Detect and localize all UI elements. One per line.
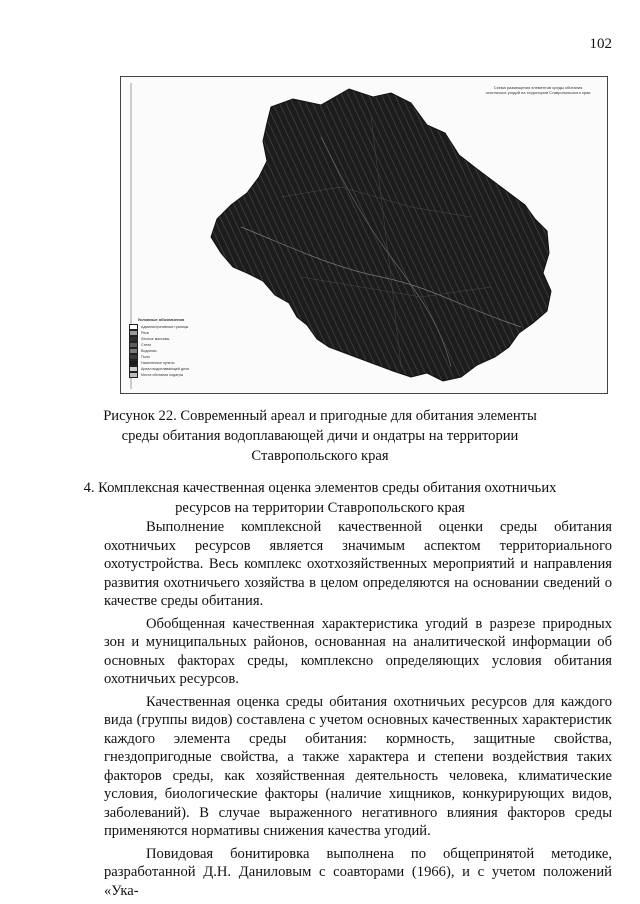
page-number: 102 — [589, 36, 612, 52]
figure-caption: Рисунок 22. Современный ареал и пригодные для обитания элементы среды обитания водоплавающей дичи и ондатры на территории Ставропольского края — [103, 408, 537, 464]
paragraph: Качественная оценка среды обитания охотничьих ресурсов для каждого вида (группы видов) составлена с учетом основных качественных характеристик каждого элемента среды обитания: кормность, защитные свойства, гнездопригодные свойства, а также характера и степени воздействия таких факторов среды, как хозяйственная деятельность человека, климатические условия, биологические факторы (наличие хищников, конкурирующих видов, заболеваний). В случае выраженного негативного влияния факторов среды применяются нормативы снижения качества угодий. — [104, 693, 612, 839]
map-title: Схема размещения элементов среды обитания охотничьих угодий на территории Ставропольского края — [485, 85, 591, 95]
legend-item — [129, 372, 193, 378]
legend-swatch — [129, 372, 138, 378]
legend-label: Поля — [141, 355, 150, 359]
legend-label: Ареал водоплавающей дичи — [141, 367, 189, 371]
legend-label: Лесные массивы — [141, 337, 170, 341]
map-figure — [120, 76, 608, 394]
body-text — [104, 518, 612, 904]
legend-label: Места обитания ондатры — [141, 373, 184, 377]
region-map — [121, 77, 609, 395]
legend-label: Реки — [141, 331, 149, 335]
territory-shape — [211, 89, 551, 381]
legend-label: Степи — [141, 343, 152, 347]
legend-label: Населенные пункты — [141, 361, 175, 365]
paragraph: Обобщенная качественная характеристика угодий в разрезе природных зон и муниципальных районов, основанная на аналитической информации об основных факторах среды, комплексно определяющих условия обитания охотничьих ресурсов. — [104, 615, 612, 687]
legend-title: Условные обозначения — [137, 317, 185, 322]
section-title: 4. Комплексная качественная оценка элементов среды обитания охотничьих ресурсов на территории Ставропольского края — [83, 480, 557, 516]
paragraph: Повидовая бонитировка выполнена по общепринятой методике, разработанной Д.Н. Даниловым с соавторами (1966), и с учетом положений «Ука- — [104, 845, 612, 899]
paragraph: Выполнение комплексной качественной оценки среды обитания охотничьих ресурсов является значимым аспектом территориального охотустройства. Весь комплекс охотхозяйственных мероприятий и направления развития охотничьего хозяйства в целом определяются на основании сведений о качестве среды обитания. — [104, 519, 612, 609]
legend-label: Административные границы — [141, 325, 189, 329]
legend-label: Водоемы — [141, 349, 157, 353]
map-legend — [129, 317, 193, 378]
